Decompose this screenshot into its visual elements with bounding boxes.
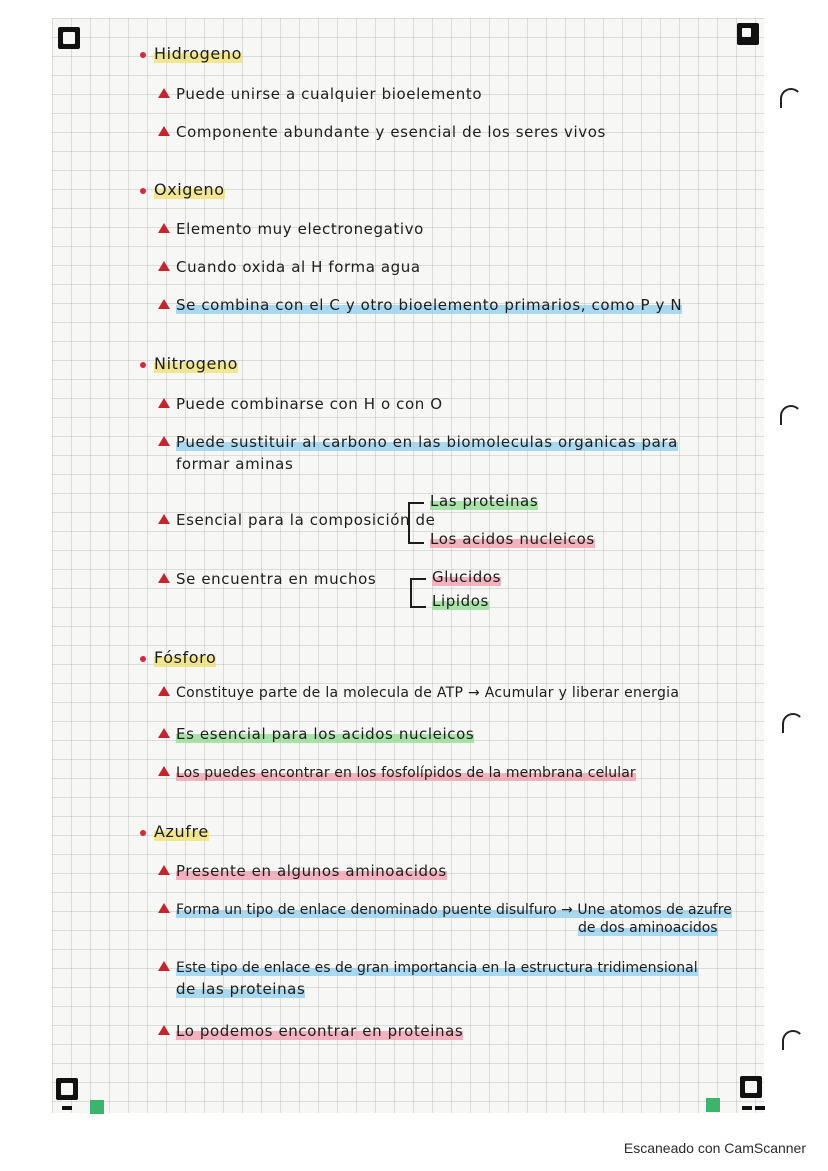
triangle-bullet-icon <box>158 398 170 408</box>
triangle-bullet-icon <box>158 573 170 583</box>
list-item: Se encuentra en muchos <box>158 570 376 588</box>
brace-option: Las proteinas <box>430 492 539 510</box>
triangle-bullet-icon <box>158 261 170 271</box>
corner-marker-bottom-right <box>740 1076 762 1098</box>
bullet-dot-icon <box>140 188 146 194</box>
triangle-bullet-icon <box>158 126 170 136</box>
triangle-bullet-icon <box>158 766 170 776</box>
list-item: Los puedes encontrar en los fosfolípidos de la membrana celular <box>158 765 636 781</box>
list-item: Este tipo de enlace es de gran importancia en la estructura tridimensional <box>158 960 698 976</box>
bullet-dot-icon <box>140 52 146 58</box>
section-title-oxigeno: Oxigeno <box>140 180 225 199</box>
triangle-bullet-icon <box>158 88 170 98</box>
list-item: Elemento muy electronegativo <box>158 220 424 238</box>
list-item: Componente abundante y esencial de los seres vivos <box>158 123 606 141</box>
green-square <box>90 1100 104 1114</box>
list-item-continuation: formar aminas <box>176 455 294 473</box>
corner-marker-top-left <box>58 27 80 49</box>
list-item: Constituye parte de la molecula de ATP → Acumular y liberar energia <box>158 685 679 701</box>
list-item: Presente en algunos aminoacidos <box>158 862 447 880</box>
triangle-bullet-icon <box>158 299 170 309</box>
list-item: Es esencial para los acidos nucleicos <box>158 725 474 743</box>
triangle-bullet-icon <box>158 223 170 233</box>
scanner-watermark: Escaneado con CamScanner <box>623 1140 806 1156</box>
corner-dash <box>742 1106 752 1110</box>
triangle-bullet-icon <box>158 436 170 446</box>
list-item: Cuando oxida al H forma agua <box>158 258 421 276</box>
list-item: Se combina con el C y otro bioelemento primarios, como P y N <box>158 296 682 314</box>
section-title-nitrogeno: Nitrogeno <box>140 354 238 373</box>
brace <box>408 502 424 544</box>
triangle-bullet-icon <box>158 728 170 738</box>
list-item: Esencial para la composición de <box>158 511 435 529</box>
section-title-azufre: Azufre <box>140 822 209 841</box>
bullet-dot-icon <box>140 830 146 836</box>
brace-option: Los acidos nucleicos <box>430 530 595 548</box>
section-title-hidrogeno: Hidrogeno <box>140 44 242 63</box>
brace-option: Lipidos <box>432 592 489 610</box>
list-item: Puede unirse a cualquier bioelemento <box>158 85 482 103</box>
corner-marker-bottom-left <box>56 1078 78 1100</box>
corner-dash <box>62 1106 72 1110</box>
list-item-continuation: de dos aminoacidos <box>578 920 718 936</box>
bullet-dot-icon <box>140 656 146 662</box>
binder-hole-icon <box>782 713 804 733</box>
list-item: Lo podemos encontrar en proteinas <box>158 1022 463 1040</box>
green-square <box>706 1098 720 1112</box>
triangle-bullet-icon <box>158 514 170 524</box>
list-item: Puede sustituir al carbono en las biomoleculas organicas para <box>158 433 678 451</box>
corner-marker-top-right <box>737 23 759 45</box>
corner-dash <box>755 1106 765 1110</box>
binder-hole-icon <box>780 405 802 425</box>
brace <box>410 578 426 608</box>
bullet-dot-icon <box>140 362 146 368</box>
list-item: Puede combinarse con H o con O <box>158 395 443 413</box>
section-title-fosforo: Fósforo <box>140 648 216 667</box>
triangle-bullet-icon <box>158 903 170 913</box>
triangle-bullet-icon <box>158 961 170 971</box>
binder-hole-icon <box>780 88 802 108</box>
brace-option: Glucidos <box>432 568 502 586</box>
triangle-bullet-icon <box>158 1025 170 1035</box>
binder-hole-icon <box>782 1030 804 1050</box>
list-item-continuation: de las proteinas <box>176 980 306 998</box>
triangle-bullet-icon <box>158 686 170 696</box>
triangle-bullet-icon <box>158 865 170 875</box>
list-item: Forma un tipo de enlace denominado puente disulfuro → Une atomos de azufre <box>158 902 732 918</box>
